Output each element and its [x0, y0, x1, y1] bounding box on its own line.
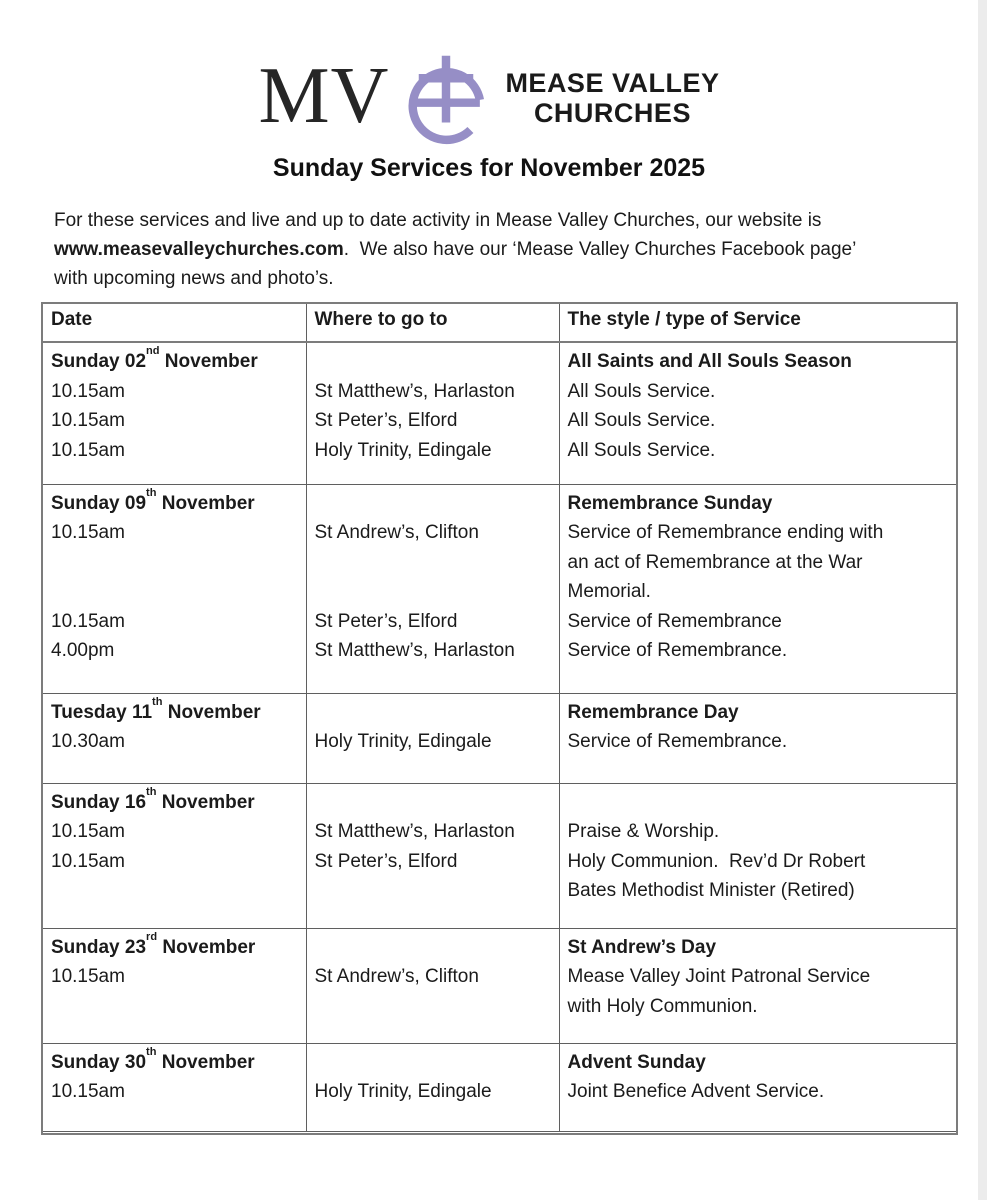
service-line: Mease Valley Joint Patronal Service [567, 966, 871, 987]
service-line: Bates Methodist Minister (Retired) [567, 880, 855, 901]
header-cell-style: The style / type of Service [559, 303, 957, 342]
time-line: 10.15am [51, 850, 125, 872]
table-bottom-spacer [42, 1131, 957, 1134]
intro-text: For these services and live and up to date activity in Mease Valley Churches, our website is [54, 210, 822, 231]
intro-line [54, 206, 954, 235]
place-line [315, 698, 551, 728]
date-line: Sunday 23rd November [51, 930, 256, 958]
place-line: St Peter’s, Elford [314, 850, 458, 872]
season-line: Remembrance Day [567, 701, 739, 723]
season-line: Remembrance Sunday [567, 492, 773, 514]
table-row [42, 928, 957, 1043]
place-line: St Andrew’s, Clifton [314, 522, 479, 543]
date-cell [42, 484, 306, 693]
website-url: www.measevalleychurches.com [54, 239, 344, 260]
time-line [51, 992, 298, 1022]
time-line: 10.15am [51, 410, 125, 431]
table-row [42, 693, 957, 783]
place-line: St Matthew’s, Harlaston [314, 380, 515, 402]
table-row [42, 484, 957, 693]
place-line [315, 1048, 551, 1078]
time-line: 10.15am [51, 439, 125, 461]
service-line: with Holy Communion. [567, 995, 758, 1017]
place-line: Holy Trinity, Edingale [314, 1081, 492, 1102]
where-cell [306, 783, 559, 928]
date-cell [42, 1043, 306, 1131]
org-name-line1: MEASE VALLEY [505, 68, 720, 98]
place-line [315, 548, 551, 578]
time-line: 10.15am [51, 1081, 125, 1102]
where-cell [306, 928, 559, 1043]
place-line: St Matthew’s, Harlaston [314, 821, 515, 842]
time-line: 10.30am [51, 731, 125, 752]
intro-text: with upcoming news and photo’s. [54, 268, 334, 289]
header-cell-where: Where to go to [306, 303, 559, 342]
place-line: St Peter’s, Elford [314, 410, 458, 431]
header-cell-date: Date [42, 303, 306, 342]
season-line: St Andrew’s Day [567, 936, 717, 958]
season-line: All Saints and All Souls Season [567, 351, 852, 372]
date-ordinal: th [146, 785, 157, 798]
service-line: Memorial. [567, 581, 651, 602]
service-line: Service of Remembrance. [567, 731, 788, 752]
time-line: 10.15am [51, 821, 125, 842]
place-line [315, 933, 551, 963]
place-line: St Peter’s, Elford [314, 610, 458, 632]
table-row [42, 783, 957, 928]
time-line [51, 577, 298, 607]
style-cell [559, 1043, 957, 1131]
date-ordinal: nd [146, 345, 160, 358]
service-line: an act of Remembrance at the War [567, 551, 863, 573]
service-line: All Souls Service. [567, 410, 716, 431]
logo [0, 50, 978, 146]
date-cell [42, 928, 306, 1043]
service-line: Joint Benefice Advent Service. [567, 1081, 825, 1102]
date-ordinal: th [146, 1045, 157, 1058]
style-cell [559, 484, 957, 693]
style-cell [559, 928, 957, 1043]
place-line [315, 489, 551, 519]
service-line: Holy Communion. Rev’d Dr Robert [567, 850, 866, 872]
time-line: 10.15am [51, 522, 125, 543]
place-line [315, 876, 551, 906]
style-cell [559, 342, 957, 484]
intro-line [54, 235, 954, 264]
season-line: Advent Sunday [567, 1051, 706, 1073]
place-line [315, 347, 551, 377]
service-line: Service of Remembrance. [567, 640, 788, 661]
time-line [51, 548, 298, 578]
service-line: Praise & Worship. [567, 821, 720, 842]
place-line: St Andrew’s, Clifton [314, 966, 479, 987]
place-line: Holy Trinity, Edingale [314, 731, 492, 752]
where-cell [306, 484, 559, 693]
spacer-cell [559, 1131, 957, 1134]
place-line [315, 577, 551, 607]
season-line [568, 788, 949, 818]
org-name [505, 68, 719, 128]
intro-line [54, 264, 954, 293]
place-line [315, 992, 551, 1022]
time-line [51, 876, 298, 906]
style-cell [559, 693, 957, 783]
table-row [42, 342, 957, 484]
time-line: 10.15am [51, 966, 125, 987]
date-ordinal: rd [146, 930, 158, 943]
service-line: All Souls Service. [567, 439, 716, 461]
where-cell [306, 342, 559, 484]
intro-paragraph [54, 206, 954, 293]
header-row [42, 303, 957, 342]
date-cell [42, 342, 306, 484]
date-line: Tuesday 11th November [51, 695, 261, 723]
org-name-line2: CHURCHES [533, 98, 691, 128]
date-cell [42, 783, 306, 928]
page-title: Sunday Services for November 2025 [272, 154, 706, 182]
style-cell [559, 783, 957, 928]
date-line: Sunday 16th November [51, 785, 255, 813]
time-line: 10.15am [51, 380, 125, 402]
mv-monogram: MV [258, 52, 390, 140]
date-line: Sunday 09th November [51, 486, 255, 514]
services-table [41, 302, 958, 1135]
service-line: All Souls Service. [567, 380, 716, 402]
time-line: 10.15am [51, 610, 125, 632]
date-cell [42, 693, 306, 783]
place-line [315, 788, 551, 818]
date-ordinal: th [152, 695, 163, 708]
spacer-cell [306, 1131, 559, 1134]
time-line: 4.00pm [51, 640, 115, 661]
church-of-england-cross-icon [399, 51, 493, 145]
where-cell [306, 1043, 559, 1131]
intro-text: . We also have our ‘Mease Valley Churches Facebook page’ [343, 239, 857, 260]
date-line: Sunday 30th November [51, 1045, 255, 1073]
where-cell [306, 693, 559, 783]
page-edge-strip [978, 0, 987, 1200]
place-line: St Matthew’s, Harlaston [314, 640, 515, 661]
spacer-cell [42, 1131, 306, 1134]
service-line: Service of Remembrance [567, 610, 782, 632]
date-line: Sunday 02nd November [51, 345, 258, 372]
service-line: Service of Remembrance ending with [567, 522, 884, 543]
table-row [42, 1043, 957, 1131]
date-ordinal: th [146, 486, 157, 499]
place-line: Holy Trinity, Edingale [314, 439, 492, 461]
